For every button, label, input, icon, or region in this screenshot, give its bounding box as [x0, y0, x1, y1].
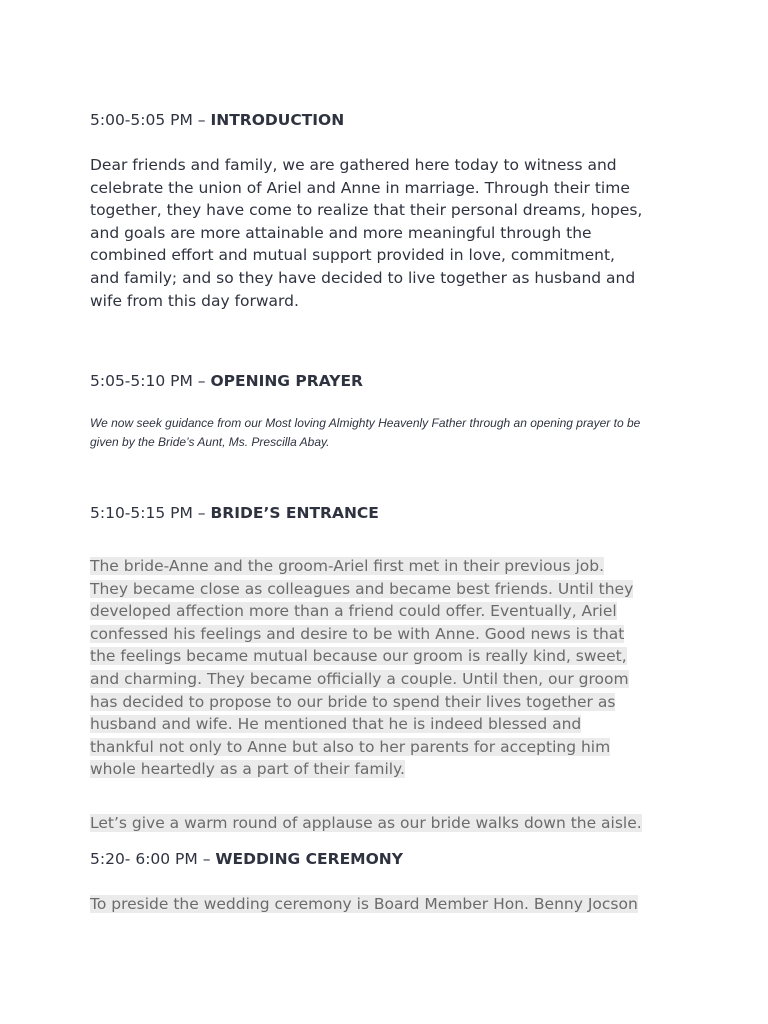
- paragraph-line: [90, 736, 633, 759]
- paragraph-line: [90, 758, 633, 781]
- section-heading-opening-prayer: [90, 370, 363, 392]
- paragraph-line: [90, 578, 633, 601]
- highlighted-text: developed affection more than a friend could offer. Eventually, Ariel: [90, 602, 617, 621]
- paragraph-line: given by the Bride’s Aunt, Ms. Prescilla Abay.: [90, 434, 330, 449]
- section-time: 5:20- 6:00 PM –: [90, 850, 216, 868]
- section-heading-introduction: [90, 109, 344, 131]
- paragraph-line: We now seek guidance from our Most loving Almighty Heavenly Father through an opening prayer to be: [90, 416, 641, 430]
- highlighted-text: husband and wife. He mentioned that he is indeed blessed and: [90, 715, 582, 734]
- paragraph-line: together, they have come to realize that their personal dreams, hopes,: [90, 201, 643, 220]
- section-title: BRIDE’S ENTRANCE: [210, 504, 379, 522]
- paragraph-line: and family; and so they have decided to live together as husband and: [90, 268, 636, 287]
- highlighted-text: thankful not only to Anne but also to her parents for accepting him: [90, 737, 611, 756]
- highlighted-text: the feelings became mutual because our groom is really kind, sweet,: [90, 647, 627, 666]
- highlighted-text: and charming. They became officially a couple. Until then, our groom: [90, 669, 629, 688]
- wedding-ceremony-paragraph: [90, 893, 638, 916]
- paragraph-line: [90, 893, 638, 916]
- paragraph-line: [90, 713, 633, 736]
- introduction-paragraph: [90, 154, 690, 312]
- highlighted-text: confessed his feelings and desire to be with Anne. Good news is that: [90, 624, 625, 643]
- paragraph-line: wife from this day forward.: [90, 291, 299, 310]
- highlighted-text: Let’s give a warm round of applause as our bride walks down the aisle.: [90, 814, 642, 832]
- opening-prayer-paragraph: [90, 414, 690, 451]
- paragraph-line: [90, 645, 633, 668]
- highlighted-text: The bride-Anne and the groom-Ariel first met in their previous job.: [90, 557, 605, 575]
- section-time: 5:00-5:05 PM –: [90, 111, 211, 129]
- paragraph-line: Dear friends and family, we are gathered here today to witness and: [90, 156, 617, 174]
- section-heading-wedding-ceremony: [90, 848, 403, 870]
- paragraph-line: [90, 668, 633, 691]
- highlighted-text: To preside the wedding ceremony is Board Member Hon. Benny Jocson: [90, 895, 638, 913]
- brides-entrance-closing: [90, 812, 642, 835]
- section-title: OPENING PRAYER: [210, 372, 363, 390]
- paragraph-line: [90, 691, 633, 714]
- paragraph-line: combined effort and mutual support provided in love, commitment,: [90, 246, 615, 265]
- highlighted-text: whole heartedly as a part of their family.: [90, 760, 405, 779]
- paragraph-line: [90, 555, 633, 578]
- paragraph-line: [90, 600, 633, 623]
- highlighted-text: They became close as colleagues and became best friends. Until they: [90, 579, 634, 598]
- section-title: WEDDING CEREMONY: [215, 850, 403, 868]
- paragraph-line: celebrate the union of Ariel and Anne in marriage. Through their time: [90, 178, 630, 197]
- paragraph-line: [90, 812, 642, 835]
- highlighted-text: has decided to propose to our bride to spend their lives together as: [90, 692, 616, 711]
- section-heading-brides-entrance: [90, 502, 379, 524]
- section-time: 5:05-5:10 PM –: [90, 372, 211, 390]
- section-title: INTRODUCTION: [210, 111, 345, 129]
- brides-entrance-paragraph: [90, 555, 633, 781]
- paragraph-line: and goals are more attainable and more meaningful through the: [90, 223, 592, 242]
- paragraph-line: [90, 623, 633, 646]
- section-time: 5:10-5:15 PM –: [90, 504, 211, 522]
